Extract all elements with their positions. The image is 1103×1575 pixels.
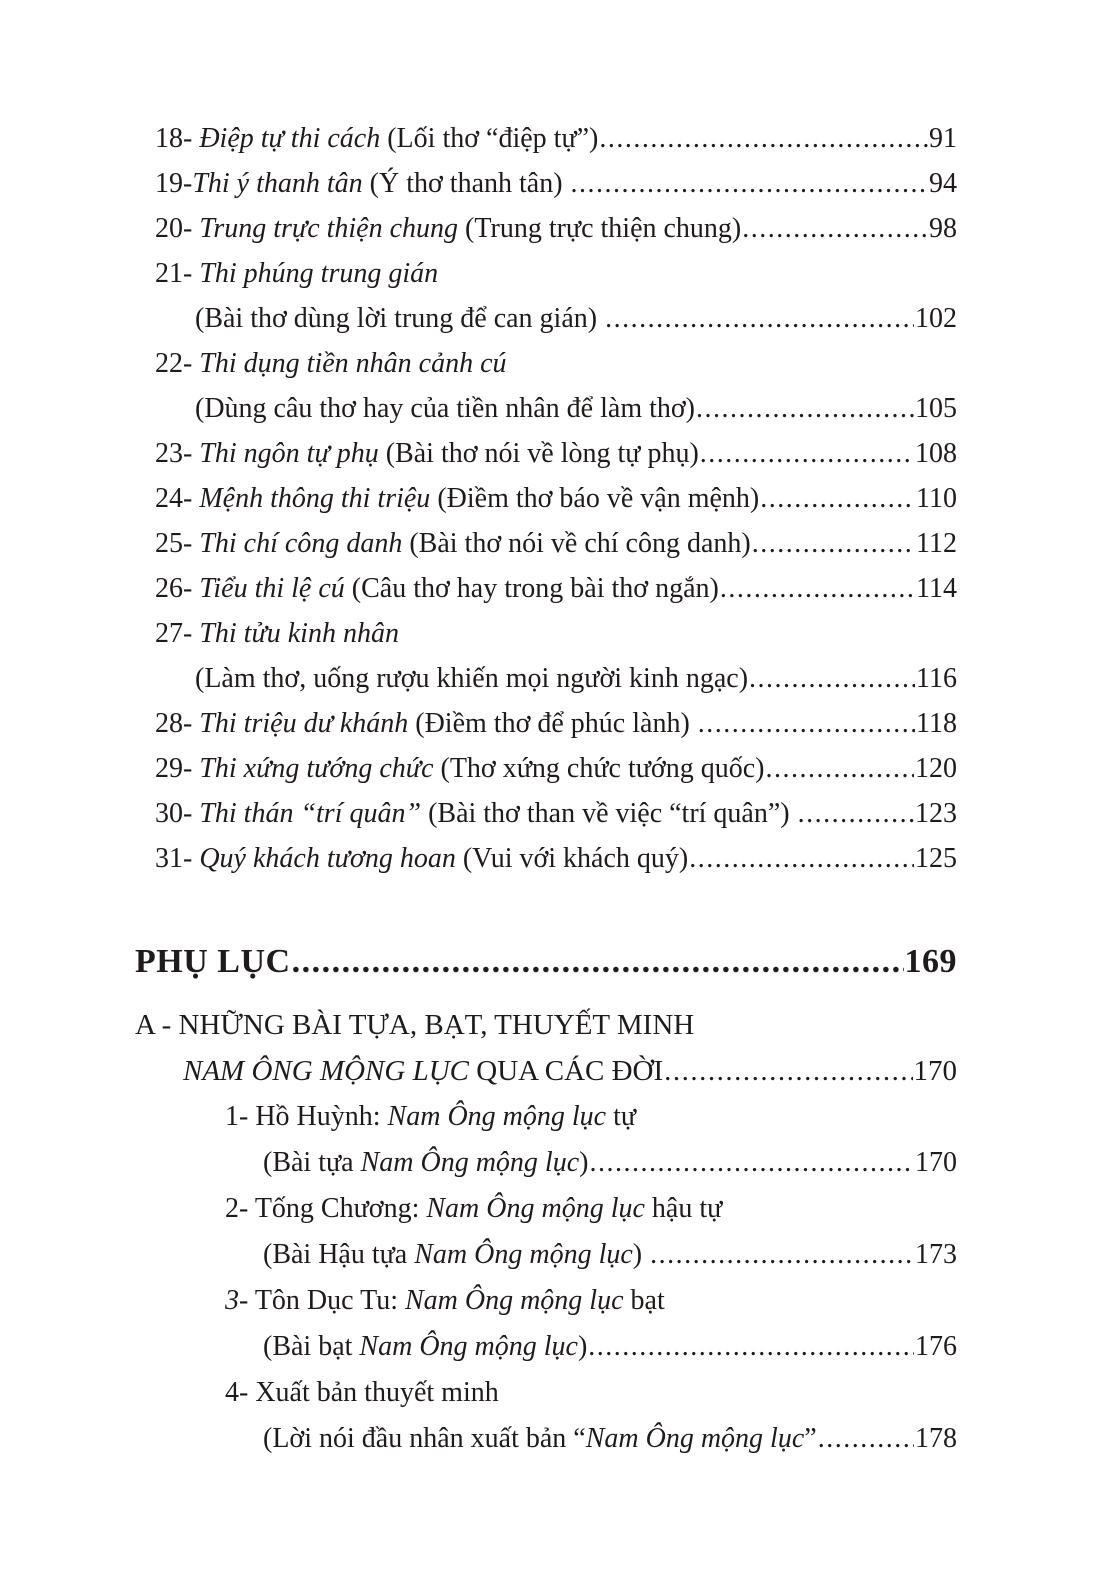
entry-title-italic: Thi phúng trung gián: [199, 258, 439, 289]
page-number: 98: [929, 213, 957, 244]
entry-text: (Điềm thơ báo về vận mệnh): [430, 483, 760, 514]
entry-title-italic: Thi chí công danh: [199, 528, 403, 559]
toc-entry-continuation: [135, 656, 957, 701]
entry-title-italic: Tiểu thi lệ cú: [199, 573, 345, 604]
entry-title-italic: Nam Ông mộng lục: [404, 1285, 624, 1316]
dot-leader: [720, 566, 915, 611]
page-number: 170: [915, 1147, 957, 1178]
entry-text: 22-: [155, 348, 200, 379]
entry-text: hậu tự: [644, 1193, 723, 1224]
entry-text: (Bài thơ than về việc “trí quân”): [421, 798, 797, 829]
entry-text: (Câu thơ hay trong bài thơ ngắn): [344, 573, 719, 604]
toc-entry: [135, 251, 957, 296]
appendix-heading: [135, 936, 957, 988]
page-number: 108: [915, 438, 957, 469]
page-number: 173: [915, 1239, 957, 1270]
entry-text: 28-: [155, 708, 200, 739]
entry-title-italic: NAM ÔNG MỘNG LỤC: [183, 1055, 469, 1087]
entry-text: 29-: [155, 753, 200, 784]
entry-text: 27-: [155, 618, 200, 649]
entry-text: 24-: [155, 483, 200, 514]
toc-entry: [135, 746, 957, 791]
entry-text: 2- Tống Chương:: [225, 1193, 427, 1224]
entry-text: 1- Hồ Huỳnh:: [225, 1101, 388, 1132]
dot-leader: [749, 656, 915, 701]
dot-leader: [664, 1048, 912, 1094]
entry-text: (Thơ xứng chức tướng quốc): [433, 753, 765, 784]
page-number: 169: [904, 943, 957, 980]
appendix-entry-continuation: [135, 1416, 957, 1462]
entry-title-italic: Nam Ông mộng lục: [387, 1101, 607, 1132]
dot-leader: [798, 791, 914, 836]
toc-entry: [135, 476, 957, 521]
entry-text: ”: [804, 1423, 817, 1454]
entry-text: (Bài Hậu tựa: [263, 1239, 415, 1270]
dot-leader: [760, 476, 915, 521]
entry-text: (Bài bạt: [263, 1331, 360, 1362]
entry-text: (Bài thơ nói về chí công danh): [402, 528, 751, 559]
entry-text: 30-: [155, 798, 200, 829]
dot-leader: [752, 521, 915, 566]
entry-text: PHỤ LỤC: [135, 943, 291, 980]
entry-title-italic: Điệp tự thi cách: [199, 123, 381, 154]
entry-text: 25-: [155, 528, 200, 559]
page-number: 118: [916, 708, 957, 739]
page-number: 125: [915, 843, 957, 874]
entry-title-italic: Thi ngôn tự phụ: [199, 438, 379, 469]
entry-text: 4- Xuất bản thuyết minh: [225, 1377, 499, 1408]
toc-entry: [135, 116, 957, 161]
entry-text: (Bài thơ dùng lời trung để can gián): [195, 303, 605, 334]
entry-text: tự: [606, 1101, 637, 1132]
page-number: 116: [916, 663, 957, 694]
dot-leader: [650, 1232, 914, 1278]
page-number: 170: [913, 1055, 957, 1087]
appendix-entry-continuation: [135, 1324, 957, 1370]
dot-leader: [589, 1140, 914, 1186]
entry-text: ): [579, 1147, 589, 1178]
toc-entry: [135, 161, 957, 206]
dot-leader: [571, 161, 928, 206]
appendix-entry: [135, 1186, 957, 1232]
entry-title-italic: Nam Ông mộng lục: [359, 1331, 578, 1362]
entry-title-italic: Mệnh thông thi triệu: [199, 483, 431, 514]
entry-text: (Lối thơ “điệp tự”): [380, 123, 599, 154]
toc-entry: [135, 791, 957, 836]
entry-title-italic: 3-: [225, 1285, 249, 1316]
entry-text: (Dùng câu thơ hay của tiền nhân để làm thơ): [195, 393, 696, 424]
dot-leader: [698, 701, 915, 746]
page-number: 112: [916, 528, 957, 559]
entry-title-italic: Nam Ông mộng lục: [426, 1193, 645, 1224]
page-number: 94: [929, 168, 957, 199]
entry-text: (Vui với khách quý): [455, 843, 689, 874]
entry-text: (Lời nói đầu nhân xuất bản “: [263, 1423, 586, 1454]
dot-leader: [588, 1324, 914, 1370]
entry-title-italic: Quý khách tương hoan: [199, 843, 456, 874]
toc-entry: [135, 521, 957, 566]
entry-text: (Ý thơ thanh tân): [362, 168, 570, 199]
section-gap: [135, 881, 957, 936]
toc-entry: [135, 566, 957, 611]
entry-title-italic: Nam Ông mộng lục: [585, 1423, 805, 1454]
appendix-entry-continuation: [135, 1232, 957, 1278]
toc-entry: [135, 836, 957, 881]
entry-text: ): [632, 1239, 650, 1270]
appendix-entry: [135, 1094, 957, 1140]
toc-entry: [135, 206, 957, 251]
entry-text: 20-: [155, 213, 200, 244]
entry-text: 26-: [155, 573, 200, 604]
entry-text: 18-: [155, 123, 200, 154]
toc-rows: [135, 116, 957, 1462]
toc-entry: [135, 341, 957, 386]
entry-title-italic: Thi thán “trí quân”: [199, 798, 422, 829]
entry-text: 19-: [155, 168, 193, 199]
entry-title-italic: Thi xứng tướng chức: [199, 753, 434, 784]
entry-text: bạt: [623, 1285, 665, 1316]
toc-entry-continuation: [135, 296, 957, 341]
entry-title-italic: Thi ý thanh tân: [192, 168, 363, 199]
appendix-section-title: [135, 1002, 957, 1048]
entry-text: QUA CÁC ĐỜI: [469, 1055, 664, 1087]
entry-text: (Bài tựa: [263, 1147, 361, 1178]
entry-text: 23-: [155, 438, 200, 469]
entry-title-italic: Nam Ông mộng lục: [360, 1147, 580, 1178]
toc-entry: [135, 701, 957, 746]
entry-text: (Trung trực thiện chung): [458, 213, 742, 244]
entry-text: ): [577, 1331, 588, 1362]
page-number: 120: [915, 753, 957, 784]
entry-title-italic: Nam Ông mộng lục: [414, 1239, 633, 1270]
dot-leader: [599, 116, 928, 161]
dot-leader: [700, 431, 914, 476]
page-number: 102: [915, 303, 957, 334]
dot-leader: [292, 936, 904, 988]
dot-leader: [689, 836, 914, 881]
toc-entry-continuation: [135, 386, 957, 431]
toc-entry: [135, 431, 957, 476]
entry-text: (Làm thơ, uống rượu khiến mọi người kinh ngạc): [195, 663, 749, 694]
page-number: 123: [915, 798, 957, 829]
page-number: 114: [916, 573, 957, 604]
toc-entry: [135, 611, 957, 656]
appendix-entry-continuation: [135, 1140, 957, 1186]
entry-text: Tôn Dục Tu:: [248, 1285, 405, 1316]
entry-text: A - NHỮNG BÀI TỰA, BẠT, THUYẾT MINH: [135, 1009, 695, 1041]
page-number: 176: [915, 1331, 957, 1362]
entry-text: 21-: [155, 258, 200, 289]
appendix-entry: [135, 1370, 957, 1416]
page-number: 91: [929, 123, 957, 154]
dot-leader: [765, 746, 914, 791]
dot-leader: [605, 296, 914, 341]
entry-text: (Điềm thơ để phúc lành): [408, 708, 697, 739]
page-number: 105: [915, 393, 957, 424]
entry-title-italic: Thi dụng tiền nhân cảnh cú: [199, 348, 507, 379]
entry-title-italic: Thi triệu dư khánh: [199, 708, 409, 739]
dot-leader: [818, 1416, 914, 1462]
page-number: 110: [916, 483, 957, 514]
entry-title-italic: Thi tửu kinh nhân: [199, 618, 399, 649]
dot-leader: [742, 206, 928, 251]
entry-text: (Bài thơ nói về lòng tự phụ): [378, 438, 699, 469]
page-number: 178: [915, 1423, 957, 1454]
appendix-section-title-continuation: [135, 1048, 957, 1094]
entry-title-italic: Trung trực thiện chung: [199, 213, 459, 244]
dot-leader: [696, 386, 914, 431]
appendix-entry: [135, 1278, 957, 1324]
entry-text: 31-: [155, 843, 200, 874]
